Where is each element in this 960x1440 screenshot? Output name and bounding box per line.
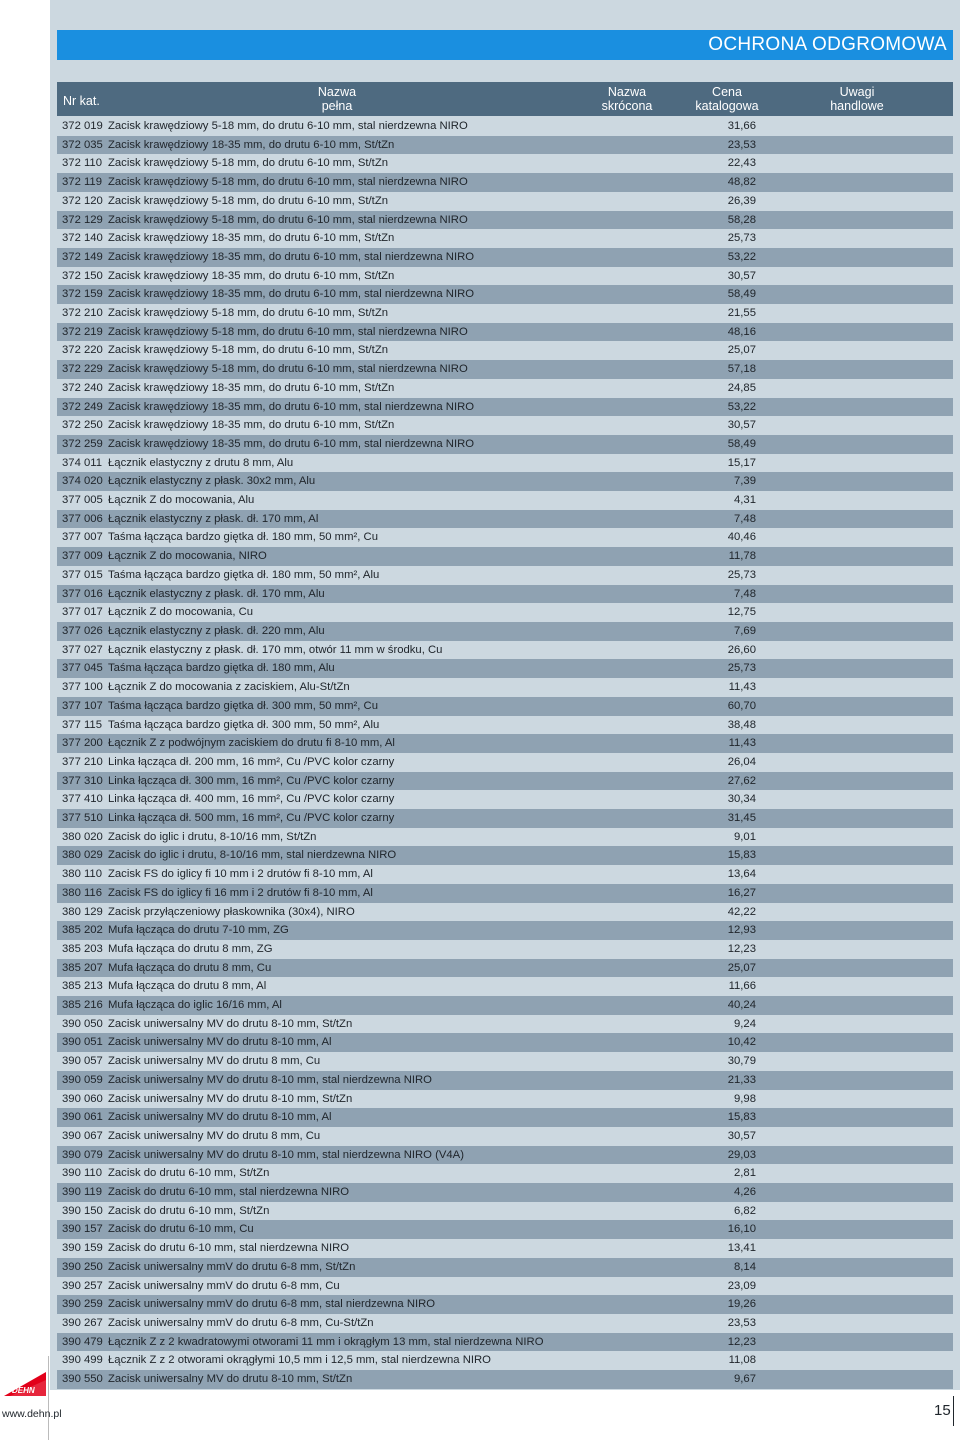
catalog-number: 390 060 [62,1092,103,1105]
product-description: Zacisk krawędziowy 5-18 mm, do drutu 6-10 mm, St/tZn [108,194,389,207]
catalog-price: 12,23 [727,1335,756,1348]
catalog-price: 25,07 [727,961,756,974]
product-description: Łącznik elastyczny z płask. 30x2 mm, Alu [108,475,316,488]
table-row [57,846,953,865]
product-description: Zacisk krawędziowy 18-35 mm, do drutu 6-10 mm, stal nierdzewna NIRO [108,400,475,413]
footer-divider [48,1356,49,1440]
catalog-number: 372 019 [62,120,103,132]
column-header-skrocona-line1: Nazwa [607,85,647,99]
product-description: Zacisk krawędziowy 18-35 mm, do drutu 6-10 mm, St/tZn [108,269,395,282]
catalog-number: 377 027 [62,643,103,656]
catalog-price: 11,78 [728,550,756,563]
table-row [57,940,953,959]
product-description: Mufa łącząca do drutu 8 mm, Al [108,980,267,993]
product-description: Zacisk do drutu 6-10 mm, stal nierdzewna NIRO [108,1186,350,1199]
catalog-price: 11,08 [728,1354,756,1367]
catalog-price: 23,53 [727,1317,756,1329]
product-description: Mufa łącząca do drutu 8 mm, ZG [108,942,273,955]
catalog-number: 390 079 [62,1148,103,1161]
column-header-nazwa-line2: pełna [321,99,353,113]
catalog-number: 390 059 [62,1073,103,1086]
product-description: Zacisk uniwersalny mmV do drutu 6-8 mm, St/tZn [108,1260,356,1273]
catalog-price: 16,27 [727,886,756,899]
table-row [57,528,953,547]
product-description: Zacisk krawędziowy 18-35 mm, do drutu 6-10 mm, St/tZn [108,419,395,432]
catalog-price: 31,66 [727,120,756,132]
catalog-price: 9,98 [734,1092,756,1105]
catalog-price: 9,67 [734,1373,756,1386]
product-description: Taśma łącząca bardzo giętka dł. 180 mm, 50 mm², Cu [108,531,378,544]
catalog-price: 2,81 [734,1167,756,1180]
table-row [57,1202,953,1221]
catalog-number: 380 129 [62,905,103,918]
catalog-number: 377 107 [62,699,103,712]
catalog-price: 26,39 [727,194,756,207]
product-description: Taśma łącząca bardzo giętka dł. 300 mm, 50 mm², Alu [108,718,380,731]
product-description: Linka łącząca dł. 200 mm, 16 mm², Cu /PVC kolor czarny [108,755,395,768]
table-header [57,82,953,116]
column-header-cena [687,85,767,113]
product-description: Zacisk krawędziowy 5-18 mm, do drutu 6-10 mm, stal nierdzewna NIRO [108,325,468,338]
product-description: Zacisk do drutu 6-10 mm, St/tZn [108,1167,270,1180]
table-row [57,828,953,847]
product-description: Zacisk krawędziowy 18-35 mm, do drutu 6-10 mm, St/tZn [108,232,395,245]
catalog-price: 10,42 [727,1036,756,1049]
catalog-price: 30,34 [727,793,756,806]
catalog-number: 377 100 [62,681,103,694]
catalog-price: 60,70 [727,699,756,712]
table-row [57,304,953,323]
catalog-price: 4,26 [734,1186,756,1199]
catalog-number: 377 009 [62,550,103,563]
product-description: Zacisk FS do iglicy fi 16 mm i 2 drutów fi 8-10 mm, Al [108,886,373,899]
catalog-number: 385 216 [62,999,103,1012]
catalog-price: 23,09 [727,1279,756,1292]
product-description: Zacisk krawędziowy 18-35 mm, do drutu 6-10 mm, stal nierdzewna NIRO [108,288,475,301]
catalog-number: 390 157 [62,1223,103,1236]
catalog-number: 377 200 [62,737,103,750]
catalog-number: 372 149 [62,250,103,263]
product-description: Łącznik Z z podwójnym zaciskiem do drutu fi 8-10 mm, Al [108,737,395,750]
table-row [57,1127,953,1146]
catalog-number: 372 129 [62,213,103,226]
table-row [57,1351,953,1370]
table-row [57,678,953,697]
page-number-divider [953,1396,954,1426]
column-header-nr: Nr kat. [63,94,100,108]
catalog-price: 23,53 [727,138,756,151]
product-description: Taśma łącząca bardzo giętka dł. 300 mm, 50 mm², Cu [108,699,378,712]
catalog-number: 385 203 [62,942,103,955]
catalog-price: 9,01 [734,830,756,843]
catalog-price: 30,57 [727,1129,756,1142]
product-description: Zacisk krawędziowy 5-18 mm, do drutu 6-10 mm, stal nierdzewna NIRO [108,176,468,189]
catalog-price: 30,57 [727,419,756,432]
product-description: Zacisk uniwersalny mmV do drutu 6-8 mm, stal nierdzewna NIRO [108,1298,436,1311]
table-row [57,641,953,660]
product-description: Zacisk FS do iglicy fi 10 mm i 2 drutów fi 8-10 mm, Al [108,868,373,881]
product-description: Łącznik Z z 2 kwadratowymi otworami 11 mm i okrągłym 13 mm, stal nierdzewna NIRO [108,1335,544,1348]
catalog-price: 8,14 [734,1260,756,1273]
product-description: Mufa łącząca do iglic 16/16 mm, Al [108,999,282,1012]
catalog-number: 390 267 [62,1317,103,1329]
table-row [57,547,953,566]
catalog-number: 390 119 [62,1186,102,1199]
catalog-price: 13,64 [727,868,756,881]
catalog-price: 16,10 [727,1223,756,1236]
table-row [57,510,953,529]
product-description: Zacisk krawędziowy 18-35 mm, do drutu 6-10 mm, St/tZn [108,138,395,151]
catalog-price: 25,07 [727,344,756,357]
catalog-number: 372 250 [62,419,103,432]
table-row [57,622,953,641]
column-header-uwagi-line2: handlowe [830,99,884,113]
column-header-skrocona [592,85,662,113]
table-row [57,809,953,828]
catalog-price: 12,23 [727,942,756,955]
catalog-price: 25,73 [727,662,756,675]
product-description: Zacisk krawędziowy 5-18 mm, do drutu 6-10 mm, St/tZn [108,307,389,320]
catalog-price: 19,26 [727,1298,756,1311]
catalog-price: 15,17 [727,456,756,469]
catalog-number: 372 210 [62,307,103,320]
product-description: Zacisk do drutu 6-10 mm, Cu [108,1223,254,1236]
catalog-price: 57,18 [727,363,756,376]
catalog-number: 390 110 [62,1167,102,1180]
table-row [57,1295,953,1314]
table-row [57,772,953,791]
catalog-number: 380 029 [62,849,103,862]
product-description: Zacisk do iglic i drutu, 8-10/16 mm, St/tZn [108,830,317,843]
catalog-number: 390 051 [62,1036,103,1049]
product-description: Linka łącząca dł. 400 mm, 16 mm², Cu /PVC kolor czarny [108,793,395,806]
table-row [57,903,953,922]
catalog-price: 40,46 [727,531,756,544]
product-description: Zacisk uniwersalny MV do drutu 8-10 mm, stal nierdzewna NIRO (V4A) [108,1148,464,1161]
product-description: Linka łącząca dł. 300 mm, 16 mm², Cu /PVC kolor czarny [108,774,395,787]
catalog-number: 372 229 [62,363,103,376]
table-row [57,585,953,604]
product-description: Taśma łącząca bardzo giętka dł. 180 mm, Alu [108,662,335,675]
catalog-number: 372 159 [62,288,103,301]
catalog-price: 21,33 [727,1073,756,1086]
table-row [57,1146,953,1165]
catalog-price: 26,60 [727,643,756,656]
catalog-number: 372 110 [62,157,102,170]
catalog-price: 58,49 [727,288,756,301]
product-description: Łącznik elastyczny z drutu 8 mm, Alu [108,456,294,469]
column-header-nazwa-line1: Nazwa [317,85,357,99]
table-row [57,884,953,903]
product-description: Zacisk krawędziowy 5-18 mm, do drutu 6-10 mm, stal nierdzewna NIRO [108,120,468,132]
product-description: Zacisk do drutu 6-10 mm, stal nierdzewna NIRO [108,1242,350,1255]
catalog-number: 380 110 [62,868,102,881]
table-row [57,173,953,192]
catalog-number: 380 116 [62,886,102,899]
catalog-number: 372 035 [62,138,103,151]
catalog-price: 48,82 [727,176,756,189]
catalog-number: 372 240 [62,381,103,394]
product-description: Zacisk do drutu 6-10 mm, St/tZn [108,1204,270,1217]
product-description: Zacisk do iglic i drutu, 8-10/16 mm, stal nierdzewna NIRO [108,849,397,862]
catalog-number: 390 150 [62,1204,103,1217]
catalog-number: 372 219 [62,325,103,338]
table-row [57,1090,953,1109]
catalog-price: 30,79 [727,1055,756,1068]
table-row [57,229,953,248]
table-row [57,697,953,716]
product-description: Taśma łącząca bardzo giętka dł. 180 mm, 50 mm², Alu [108,568,380,581]
column-header-uwagi [817,85,897,113]
catalog-price: 6,82 [734,1204,756,1217]
catalog-price: 30,57 [727,269,756,282]
table-row [57,1071,953,1090]
catalog-number: 372 150 [62,269,103,282]
catalog-number: 374 011 [62,456,102,469]
catalog-price: 13,41 [727,1242,756,1255]
catalog-number: 390 259 [62,1298,103,1311]
catalog-price: 4,31 [734,494,756,507]
table-row [57,1220,953,1239]
table-row [57,1277,953,1296]
table-row [57,435,953,454]
catalog-price: 25,73 [727,568,756,581]
catalog-price: 58,49 [727,437,756,450]
catalog-price: 31,45 [727,812,756,825]
table-row [57,977,953,996]
product-description: Zacisk krawędziowy 18-35 mm, do drutu 6-10 mm, stal nierdzewna NIRO [108,250,475,263]
product-description: Zacisk krawędziowy 5-18 mm, do drutu 6-10 mm, St/tZn [108,344,389,357]
catalog-price: 53,22 [727,250,756,263]
product-description: Mufa łącząca do drutu 8 mm, Cu [108,961,272,974]
catalog-number: 377 017 [62,606,103,619]
product-description: Zacisk przyłączeniowy płaskownika (30x4), NIRO [108,905,355,918]
product-description: Zacisk uniwersalny mmV do drutu 6-8 mm, Cu [108,1279,340,1292]
catalog-price: 7,69 [734,624,756,637]
product-description: Zacisk uniwersalny MV do drutu 8-10 mm, stal nierdzewna NIRO [108,1073,432,1086]
column-header-uwagi-line1: Uwagi [839,85,875,99]
catalog-price: 15,83 [727,849,756,862]
catalog-number: 377 310 [62,774,103,787]
table-row [57,790,953,809]
product-description: Łącznik elastyczny z płask. dł. 170 mm, Alu [108,587,325,600]
table-row [57,379,953,398]
table-row [57,1015,953,1034]
table-row [57,753,953,772]
table-row [57,248,953,267]
catalog-price: 42,22 [727,905,756,918]
catalog-number: 390 050 [62,1017,103,1030]
catalog-price: 40,24 [727,999,756,1012]
product-description: Łącznik elastyczny z płask. dł. 220 mm, Alu [108,624,325,637]
table-row [57,454,953,473]
catalog-number: 372 120 [62,194,103,207]
catalog-number: 390 159 [62,1242,103,1255]
catalog-number: 385 202 [62,924,103,937]
catalog-number: 390 550 [62,1373,103,1386]
product-description: Zacisk uniwersalny MV do drutu 8-10 mm, Al [108,1111,332,1124]
catalog-number: 377 045 [62,662,103,675]
catalog-number: 385 207 [62,961,103,974]
column-header-cena-line2: katalogowa [695,99,759,113]
product-description: Zacisk krawędziowy 5-18 mm, do drutu 6-10 mm, stal nierdzewna NIRO [108,363,468,376]
product-description: Zacisk krawędziowy 18-35 mm, do drutu 6-10 mm, stal nierdzewna NIRO [108,437,475,450]
catalog-number: 385 213 [62,980,103,993]
product-description: Łącznik Z do mocowania z zaciskiem, Alu-St/tZn [108,681,350,694]
table-row [57,1033,953,1052]
catalog-price: 38,48 [727,718,756,731]
catalog-price: 11,43 [728,737,756,750]
product-description: Łącznik Z z 2 otworami okrągłymi 10,5 mm i 12,5 mm, stal nierdzewna NIRO [108,1354,491,1367]
table-row [57,734,953,753]
table-row [57,921,953,940]
catalog-number: 372 249 [62,400,103,413]
column-header-cena-line1: Cena [712,85,742,99]
table-row [57,136,953,155]
catalog-number: 372 119 [62,176,102,189]
catalog-number: 380 020 [62,830,103,843]
table-row [57,341,953,360]
catalog-number: 377 007 [62,531,103,544]
table-row [57,1370,953,1389]
catalog-price: 7,48 [734,587,756,600]
product-description: Zacisk uniwersalny mmV do drutu 6-8 mm, Cu-St/tZn [108,1317,374,1329]
catalog-price: 48,16 [727,325,756,338]
catalog-number: 377 410 [62,793,103,806]
catalog-number: 372 220 [62,344,103,357]
catalog-price: 11,43 [728,681,756,694]
table-row [57,659,953,678]
catalog-number: 377 016 [62,587,103,600]
table-row [57,398,953,417]
catalog-number: 390 499 [62,1354,103,1367]
product-description: Łącznik Z do mocowania, NIRO [108,550,267,563]
catalog-number: 390 067 [62,1129,103,1142]
product-description: Linka łącząca dł. 500 mm, 16 mm², Cu /PVC kolor czarny [108,812,395,825]
table-row [57,192,953,211]
product-description: Zacisk krawędziowy 5-18 mm, do drutu 6-10 mm, St/tZn [108,157,389,170]
product-description: Łącznik elastyczny z płask. dł. 170 mm, Al [108,512,319,525]
product-description: Zacisk krawędziowy 18-35 mm, do drutu 6-10 mm, St/tZn [108,381,395,394]
catalog-price: 27,62 [727,774,756,787]
catalog-price: 26,04 [727,755,756,768]
catalog-price: 7,48 [734,512,756,525]
catalog-price: 7,39 [734,475,756,488]
catalog-number: 377 115 [62,718,102,731]
catalog-number: 377 026 [62,624,103,637]
table-row [57,1052,953,1071]
table-row [57,566,953,585]
catalog-price: 24,85 [727,381,756,394]
catalog-number: 390 250 [62,1260,103,1273]
catalog-price: 29,03 [727,1148,756,1161]
catalog-number: 377 015 [62,568,103,581]
catalog-number: 390 061 [62,1111,103,1124]
catalog-number: 377 210 [62,755,103,768]
table-row [57,959,953,978]
catalog-price: 58,28 [727,213,756,226]
product-description: Zacisk uniwersalny MV do drutu 8-10 mm, Al [108,1036,332,1049]
catalog-price: 11,66 [728,980,756,993]
table-row [57,603,953,622]
catalog-price: 15,83 [727,1111,756,1124]
catalog-number: 372 140 [62,232,103,245]
catalog-price: 22,43 [727,157,756,170]
table-row [57,1314,953,1333]
catalog-number: 390 257 [62,1279,103,1292]
table-row [57,491,953,510]
table-row [57,285,953,304]
catalog-price: 21,55 [727,307,756,320]
product-description: Zacisk uniwersalny MV do drutu 8 mm, Cu [108,1055,321,1068]
logo-text: DEHN [12,1386,35,1395]
catalog-number: 372 259 [62,437,103,450]
table-row [57,472,953,491]
product-description: Zacisk uniwersalny MV do drutu 8-10 mm, St/tZn [108,1092,353,1105]
catalog-price: 12,93 [727,924,756,937]
table-row [57,211,953,230]
table-row [57,1239,953,1258]
catalog-price: 9,24 [734,1017,756,1030]
column-header-skrocona-line2: skrócona [601,99,653,113]
product-description: Zacisk uniwersalny MV do drutu 8 mm, Cu [108,1129,321,1142]
product-description: Łącznik Z do mocowania, Cu [108,606,254,619]
catalog-number: 390 057 [62,1055,103,1068]
table-row [57,865,953,884]
table-row [57,117,953,136]
table-row [57,716,953,735]
table-row [57,323,953,342]
table-row [57,416,953,435]
product-description: Łącznik elastyczny z płask. dł. 170 mm, otwór 11 mm w środku, Cu [108,643,443,656]
catalog-number: 390 479 [62,1335,103,1348]
product-description: Zacisk uniwersalny MV do drutu 8-10 mm, St/tZn [108,1373,353,1386]
table-row [57,360,953,379]
table-row [57,1183,953,1202]
product-description: Zacisk krawędziowy 5-18 mm, do drutu 6-10 mm, stal nierdzewna NIRO [108,213,468,226]
table-row [57,1333,953,1352]
catalog-price: 12,75 [727,606,756,619]
product-description: Łącznik Z do mocowania, Alu [108,494,255,507]
catalog-number: 374 020 [62,475,103,488]
table-row [57,267,953,286]
product-description: Mufa łącząca do drutu 7-10 mm, ZG [108,924,289,937]
table-row [57,996,953,1015]
table-row [57,1258,953,1277]
table-row [57,154,953,173]
section-title: OCHRONA ODGROMOWA [57,30,953,60]
column-header-nazwa [307,85,367,113]
table-row [57,1108,953,1127]
catalog-price: 53,22 [727,400,756,413]
page-number: 15 [934,1402,951,1419]
dehn-logo [0,1360,50,1400]
price-table-body [57,117,953,1389]
footer-url[interactable]: www.dehn.pl [2,1408,62,1420]
catalog-price: 25,73 [727,232,756,245]
product-description: Zacisk uniwersalny MV do drutu 8-10 mm, St/tZn [108,1017,353,1030]
catalog-number: 377 510 [62,812,103,825]
table-row [57,1164,953,1183]
catalog-number: 377 005 [62,494,103,507]
catalog-number: 377 006 [62,512,103,525]
